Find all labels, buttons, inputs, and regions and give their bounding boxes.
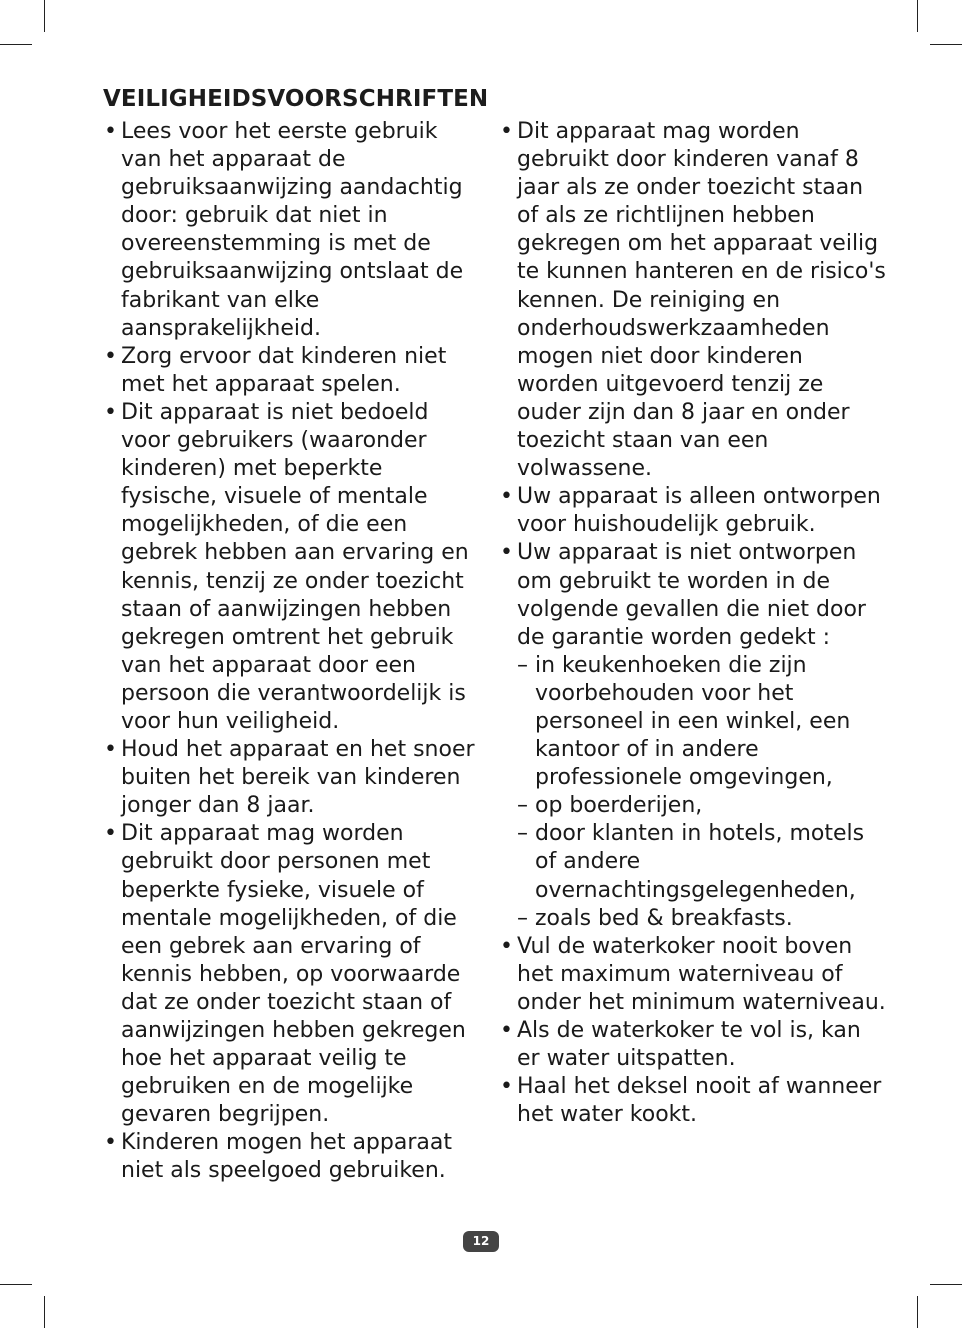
list-item: • Uw apparaat is alleen ontworpen voor huishoudelijk gebruik. [499,483,889,539]
sub-list-item: – in keukenhoeken die zijn voorbehouden voor het personeel in een winkel, een kantoor of in andere professionele omgevingen, [517,652,889,792]
list-item-text: Uw apparaat is niet ontworpen om gebruikt te worden in de volgende gevallen die niet door de garantie worden gedekt : [517,540,866,650]
list-item: • Vul de waterkoker nooit boven het maximum waterniveau of onder het minimum waterniveau. [499,933,889,1017]
list-item: • Als de waterkoker te vol is, kan er water uitspatten. [499,1017,889,1073]
list-item: • Dit apparaat mag worden gebruikt door kinderen vanaf 8 jaar als ze onder toezicht staan of als ze richtlijnen hebben gekregen om het apparaat veilig te kunnen hanteren en de risico's kennen. De reiniging en onderhoudswerkzaamheden mogen niet door kinderen worden uitgevoerd tenzij ze ouder zijn dan 8 jaar en onder toezicht staan van een volwassene. [499,118,889,483]
crop-mark [917,1296,918,1328]
sub-list-item: – door klanten in hotels, motels of andere overnachtingsgelegenheden, [517,820,889,904]
sub-list [517,652,889,933]
safety-list-right [499,118,889,1129]
list-item: • Dit apparaat is niet bedoeld voor gebruikers (waaronder kinderen) met beperkte fysische, visuele of mentale mogelijkheden, of die een gebrek hebben aan ervaring en kennis, tenzij ze onder toezicht staan of aanwijzingen hebben gekregen omtrent het gebruik van het apparaat door een persoon die verantwoordelijk is voor hun veiligheid. [103,399,483,736]
crop-mark [0,44,32,45]
crop-mark [44,0,45,32]
crop-mark [930,1284,962,1285]
safety-list-left [103,118,483,1186]
sub-list-item: – op boerderijen, [517,792,889,820]
list-item: • Kinderen mogen het apparaat niet als speelgoed gebruiken. [103,1129,483,1185]
sub-list-item: – zoals bed & breakfasts. [517,905,889,933]
page-number-badge: 12 [463,1231,499,1252]
page-title: VEILIGHEIDSVOORSCHRIFTEN [103,86,489,112]
left-column [103,118,483,1186]
list-item: • Zorg ervoor dat kinderen niet met het apparaat spelen. [103,343,483,399]
list-item: • Haal het deksel nooit af wanneer het water kookt. [499,1073,889,1129]
crop-mark [917,0,918,32]
crop-mark [930,44,962,45]
list-item: • Houd het apparaat en het snoer buiten het bereik van kinderen jonger dan 8 jaar. [103,736,483,820]
right-column [499,118,889,1129]
crop-mark [0,1284,32,1285]
crop-mark [44,1296,45,1328]
list-item: • Dit apparaat mag worden gebruikt door personen met beperkte fysieke, visuele of mentale mogelijkheden, of die een gebrek aan ervaring of kennis hebben, op voorwaarde dat ze onder toezicht staan of aanwijzingen hebben gekregen hoe het apparaat veilig te gebruiken en de mogelijke gevaren begrijpen. [103,820,483,1129]
list-item: • Lees voor het eerste gebruik van het apparaat de gebruiksaanwijzing aandachtig door: gebruik dat niet in overeenstemming is met de gebruiksaanwijzing ontslaat de fabrikant van elke aansprakelijkheid. [103,118,483,343]
list-item [499,539,889,932]
